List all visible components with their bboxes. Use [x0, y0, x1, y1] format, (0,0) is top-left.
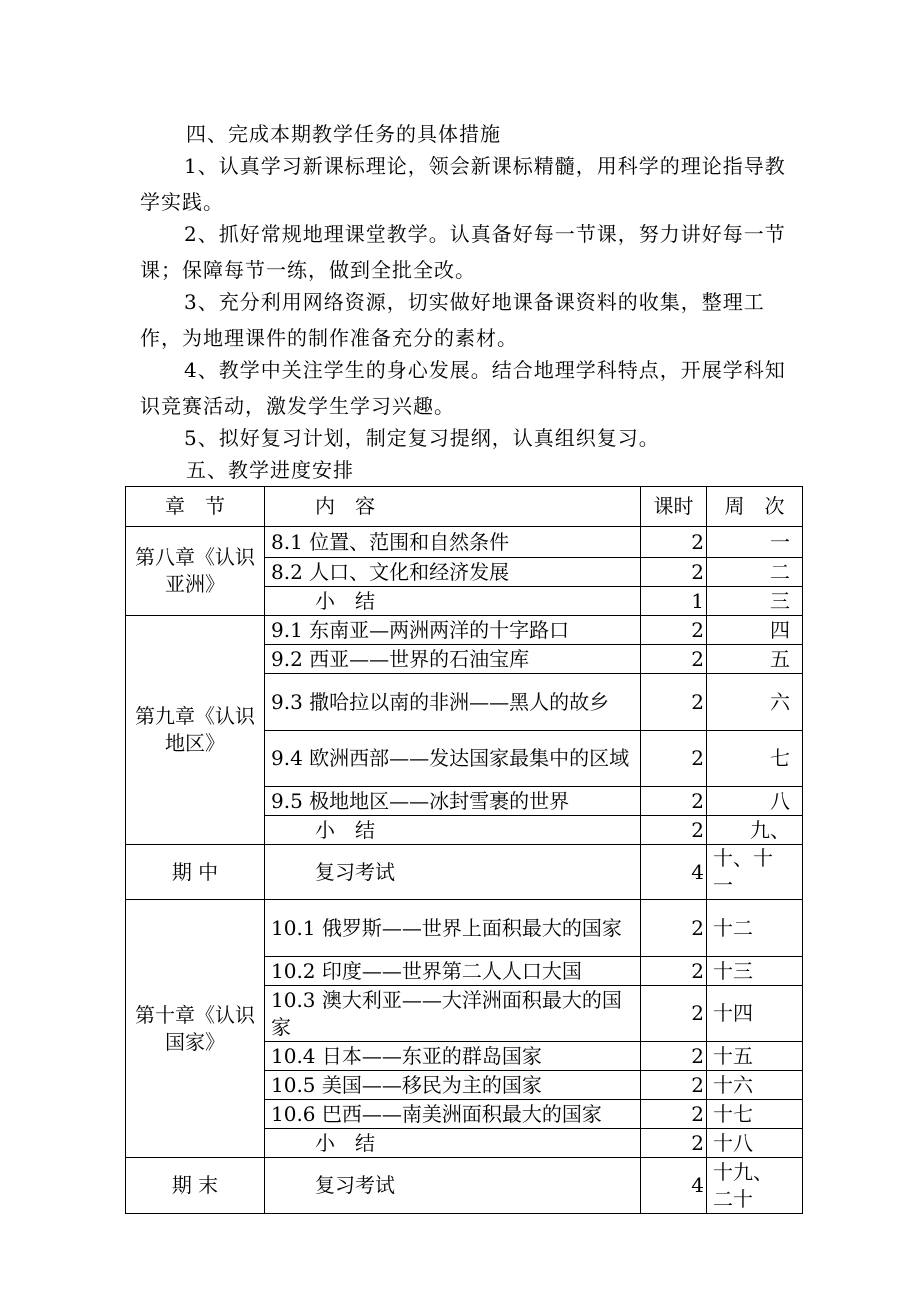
section-4-heading: 四、完成本期教学任务的具体措施 — [186, 122, 501, 146]
row-week: 四 — [707, 616, 803, 645]
row-hours: 4 — [641, 1158, 707, 1214]
table-row — [126, 1158, 803, 1214]
row-week: 十八 — [707, 1129, 803, 1158]
row-hours: 2 — [641, 1071, 707, 1100]
row-week: 一 — [707, 527, 803, 558]
row-content: 9.1 东南亚—两洲两洋的十字路口 — [265, 616, 641, 645]
row-content: 10.6 巴西——南美洲面积最大的国家 — [265, 1100, 641, 1129]
row-content: 复习考试 — [265, 1158, 641, 1214]
row-hours: 2 — [641, 900, 707, 957]
table-row — [126, 845, 803, 900]
row-content: 10.1 俄罗斯——世界上面积最大的国家 — [265, 900, 641, 957]
row-week: 七 — [707, 731, 803, 787]
row-content: 8.1 位置、范围和自然条件 — [265, 527, 641, 558]
header-chapter: 章 节 — [126, 487, 265, 527]
row-content: 9.4 欧洲西部——发达国家最集中的区域 — [265, 731, 641, 787]
chapter-10-name: 第十章《认识国家》 — [126, 900, 265, 1158]
header-week: 周 次 — [707, 487, 803, 527]
row-week: 九、 — [707, 816, 803, 845]
schedule-table — [125, 486, 803, 1214]
final-name: 期 末 — [126, 1158, 265, 1214]
row-content: 小 结 — [265, 587, 641, 616]
row-hours: 2 — [641, 1042, 707, 1071]
row-content: 9.3 撒哈拉以南的非洲——黑人的故乡 — [265, 674, 641, 731]
row-content: 复习考试 — [265, 845, 641, 900]
row-hours: 2 — [641, 957, 707, 986]
row-hours: 2 — [641, 787, 707, 816]
row-week: 十、十一 — [707, 845, 803, 900]
header-content: 内 容 — [265, 487, 641, 527]
row-week: 六 — [707, 674, 803, 731]
row-week: 三 — [707, 587, 803, 616]
row-content: 10.2 印度——世界第二人人口大国 — [265, 957, 641, 986]
chapter-9-name: 第九章《认识地区》 — [126, 616, 265, 845]
row-content: 小 结 — [265, 816, 641, 845]
row-hours: 4 — [641, 845, 707, 900]
row-hours: 1 — [641, 587, 707, 616]
table-row — [126, 527, 803, 558]
measure-item-4: 4、教学中关注学生的身心发展。结合地理学科特点，开展学科知识竞赛活动，激发学生学习兴趣。 — [140, 358, 786, 418]
row-week: 十五 — [707, 1042, 803, 1071]
table-row — [126, 900, 803, 957]
header-hours: 课时 — [641, 487, 707, 527]
row-week: 二 — [707, 558, 803, 587]
row-content: 8.2 人口、文化和经济发展 — [265, 558, 641, 587]
measure-item-3: 3、充分利用网络资源，切实做好地课备课资料的收集，整理工作，为地理课件的制作准备充分的素材。 — [140, 290, 765, 350]
table-row — [126, 616, 803, 645]
row-week: 十七 — [707, 1100, 803, 1129]
row-week: 十四 — [707, 986, 803, 1042]
row-hours: 2 — [641, 816, 707, 845]
row-week: 五 — [707, 645, 803, 674]
measure-item-1: 1、认真学习新课标理论，领会新课标精髓，用科学的理论指导教学实践。 — [140, 154, 786, 214]
measure-item-2: 2、抓好常规地理课堂教学。认真备好每一节课，努力讲好每一节课；保障每节一练，做到全批全改。 — [140, 222, 786, 282]
row-content: 10.5 美国——移民为主的国家 — [265, 1071, 641, 1100]
row-week: 十三 — [707, 957, 803, 986]
row-hours: 2 — [641, 616, 707, 645]
row-week: 十九、二十 — [707, 1158, 803, 1214]
midterm-name: 期 中 — [126, 845, 265, 900]
row-hours: 2 — [641, 645, 707, 674]
measure-item-5: 5、拟好复习计划，制定复习提纲，认真组织复习。 — [184, 426, 660, 450]
chapter-8-name: 第八章《认识亚洲》 — [126, 527, 265, 616]
row-hours: 2 — [641, 674, 707, 731]
row-content: 小 结 — [265, 1129, 641, 1158]
row-content: 9.2 西亚——世界的石油宝库 — [265, 645, 641, 674]
row-week: 十六 — [707, 1071, 803, 1100]
row-content: 10.4 日本——东亚的群岛国家 — [265, 1042, 641, 1071]
row-hours: 2 — [641, 731, 707, 787]
row-content: 10.3 澳大利亚——大洋洲面积最大的国家 — [265, 986, 641, 1042]
row-hours: 2 — [641, 527, 707, 558]
row-hours: 2 — [641, 986, 707, 1042]
section-5-heading: 五、教学进度安排 — [186, 458, 354, 482]
row-hours: 2 — [641, 1129, 707, 1158]
row-content: 9.5 极地地区——冰封雪裹的世界 — [265, 787, 641, 816]
row-hours: 2 — [641, 1100, 707, 1129]
row-week: 八 — [707, 787, 803, 816]
row-hours: 2 — [641, 558, 707, 587]
table-header-row — [126, 487, 803, 527]
row-week: 十二 — [707, 900, 803, 957]
